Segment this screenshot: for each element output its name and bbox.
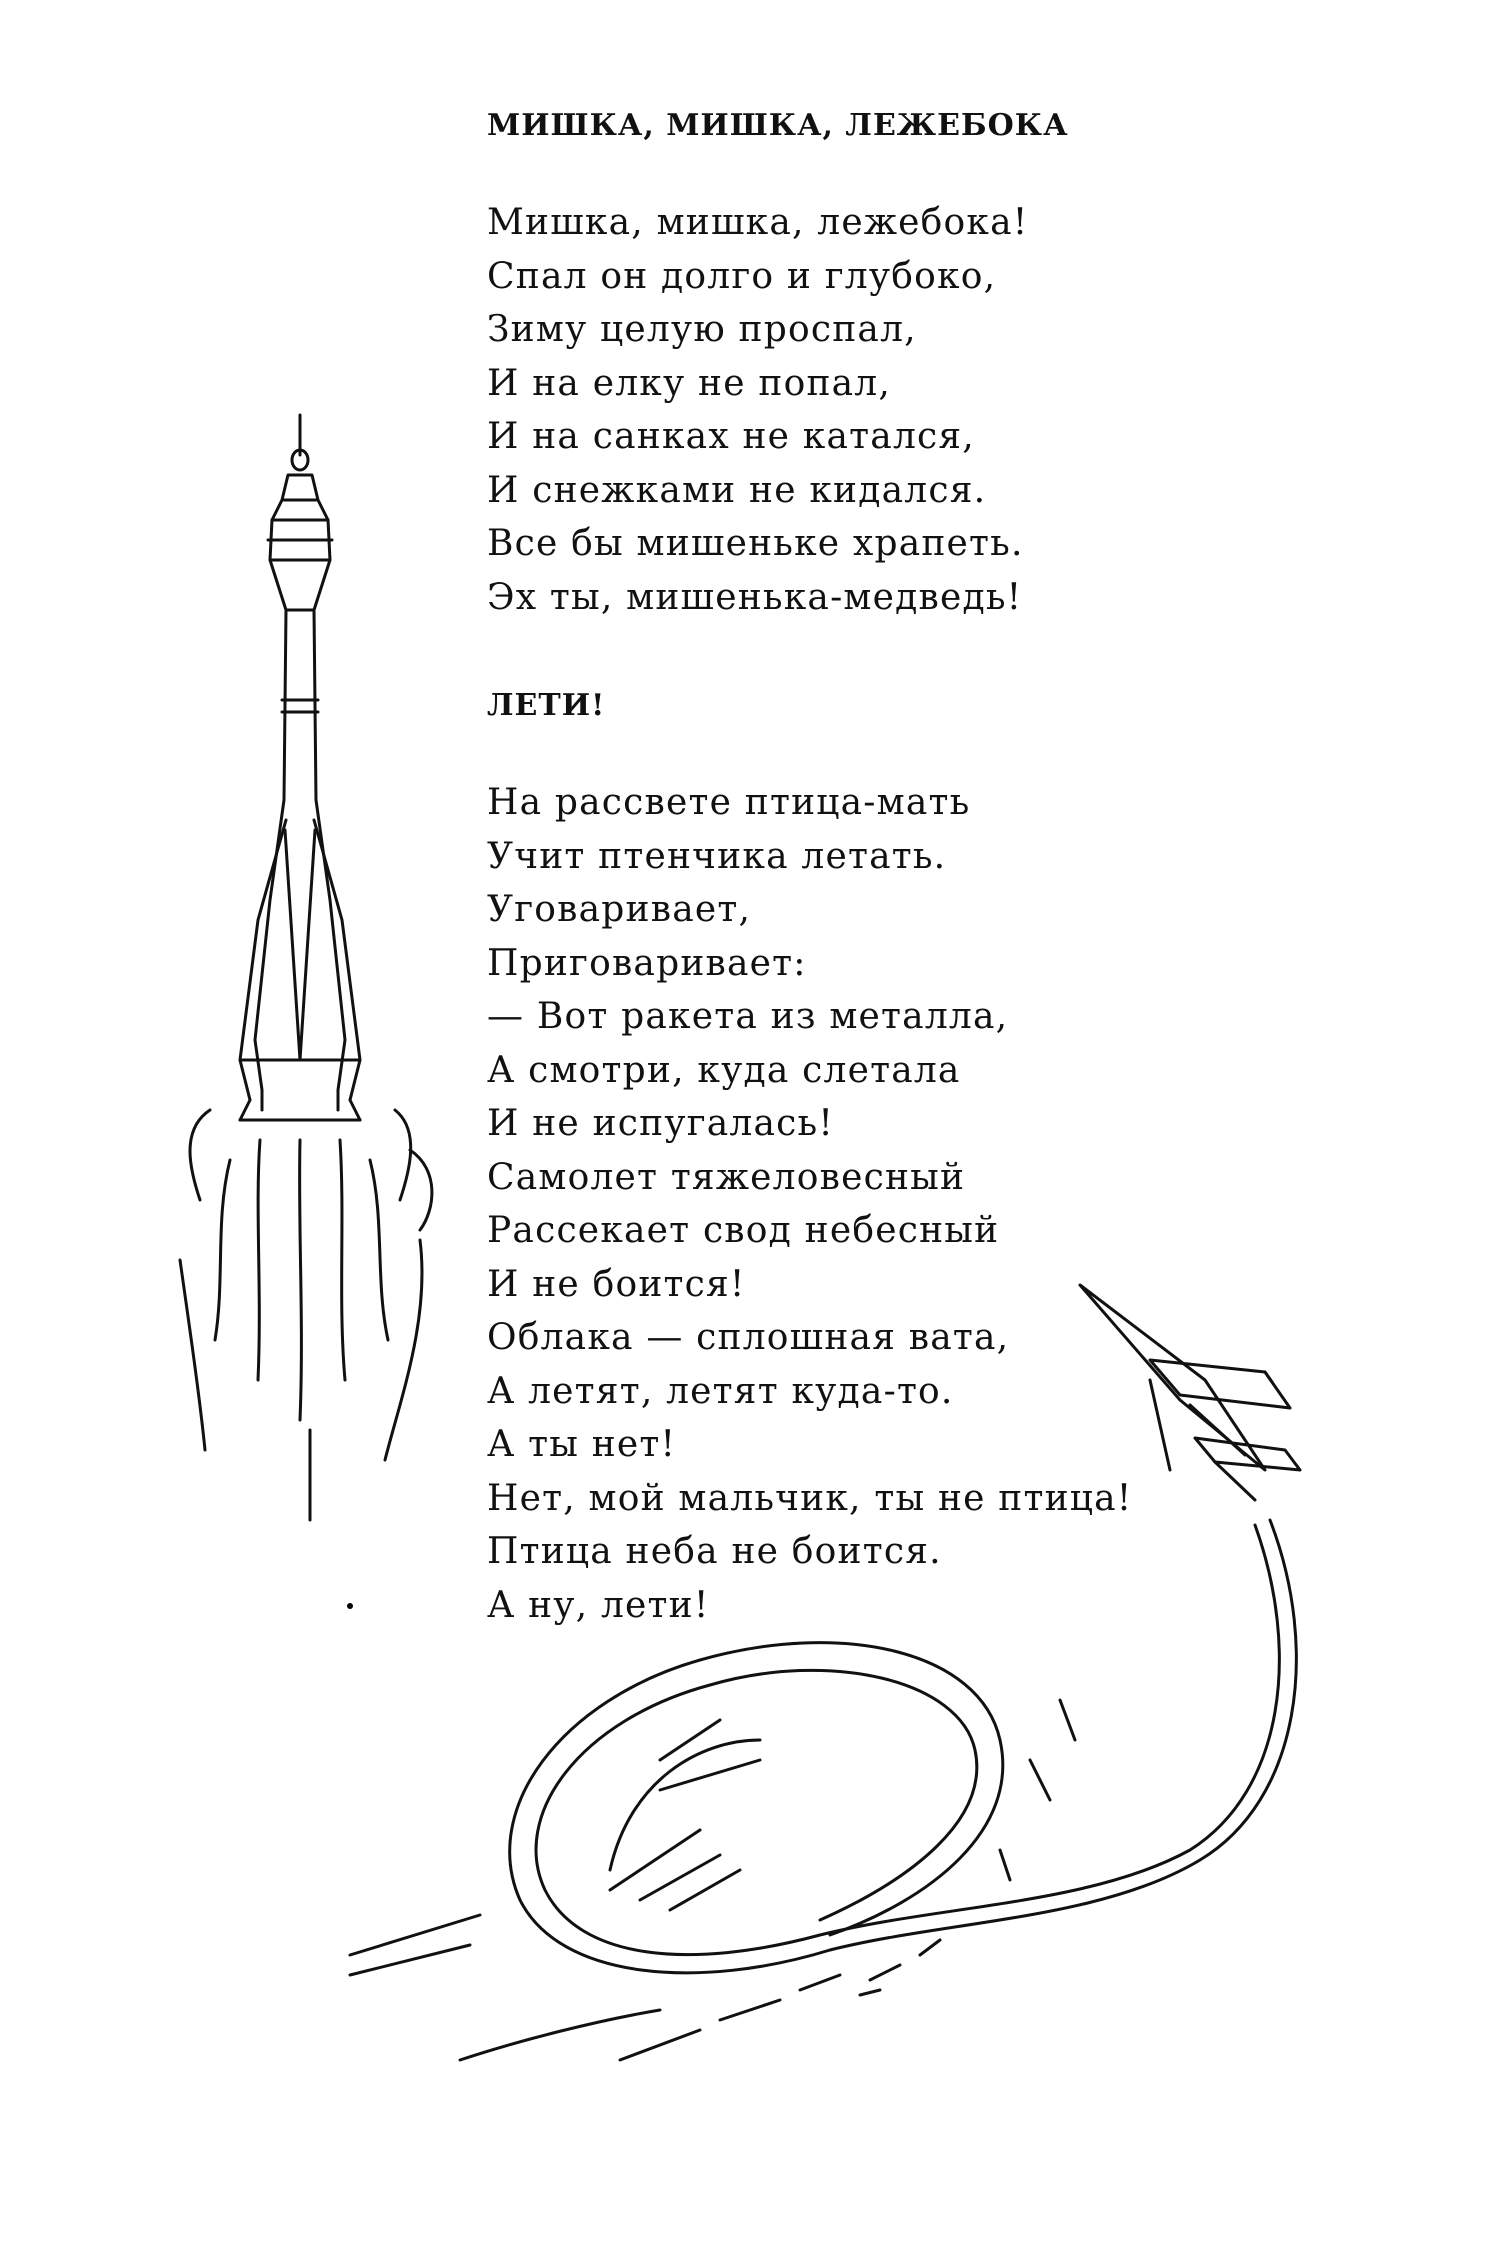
poem-line: Самолет тяжеловесный xyxy=(487,1156,966,1198)
poem-line: А смотри, куда слетала xyxy=(487,1049,961,1091)
poem-line: Нет, мой мальчик, ты не птица! xyxy=(487,1477,1133,1519)
poem-line: Мишка, мишка, лежебока! xyxy=(487,202,1029,243)
poem-text-leti xyxy=(487,776,1132,1632)
poem-line: А ну, лети! xyxy=(487,1584,710,1626)
poem-line: Облака — сплошная вата, xyxy=(487,1317,1010,1358)
poem-line: И не боится! xyxy=(487,1263,746,1305)
poem-title-leti: ЛЕТИ! xyxy=(487,688,606,723)
poem-line: И не испугалась! xyxy=(487,1103,834,1144)
rocket-illustration xyxy=(180,415,432,1609)
poem-text-mishka xyxy=(487,196,1028,624)
poem-line: И снежками не кидался. xyxy=(487,469,987,511)
poem-line: Птица неба не боится. xyxy=(487,1531,942,1572)
poem-line: На рассвете птица-мать xyxy=(487,782,971,823)
poem-line: Эх ты, мишенька-медведь! xyxy=(487,576,1023,618)
poem-title-mishka: МИШКА, МИШКА, ЛЕЖЕБОКА xyxy=(487,108,1069,143)
poem-line: Спал он долго и глубоко, xyxy=(487,255,997,297)
poem-line: — Вот ракета из металла, xyxy=(487,996,1009,1037)
poem-line: И на санках не катался, xyxy=(487,416,975,457)
poem-line: Все бы мишеньке храпеть. xyxy=(487,523,1024,564)
poem-line: А ты нет! xyxy=(487,1424,677,1465)
poem-line: Уговаривает, xyxy=(487,889,752,930)
poem-line: А летят, летят куда-то. xyxy=(487,1370,954,1412)
poem-line: Рассекает свод небесный xyxy=(487,1210,1000,1251)
poem-line: Зиму целую проспал, xyxy=(487,309,917,350)
poem-line: Учит птенчика летать. xyxy=(487,835,947,877)
poem-line: И на елку не попал, xyxy=(487,362,892,404)
poem-line: Приговаривает: xyxy=(487,942,807,984)
